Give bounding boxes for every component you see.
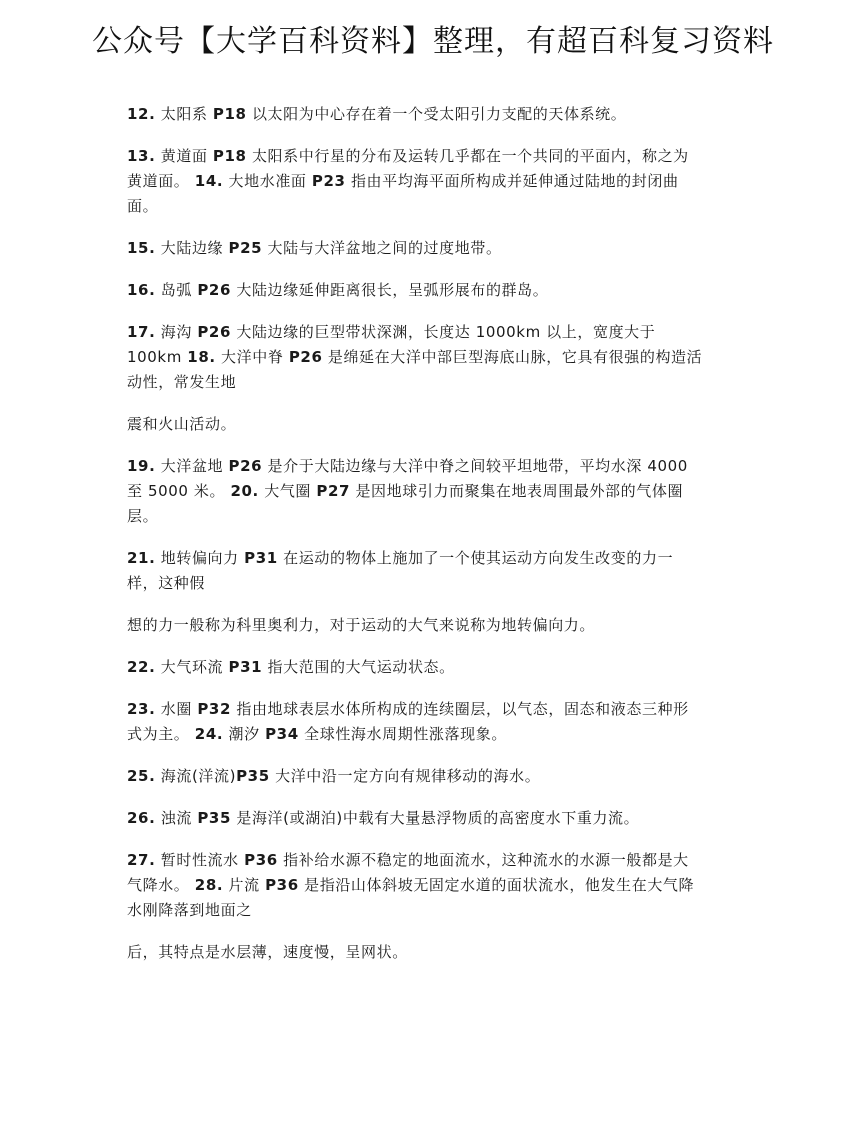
- text-line: [127, 412, 747, 437]
- text-segment: 黄道面。: [127, 172, 195, 190]
- text-segment: 太阳系: [155, 105, 213, 123]
- term-marker: 17.: [127, 323, 156, 341]
- text-segment: 大陆边缘的巨型带状深渊，长度达 1000km 以上，宽度大于: [230, 323, 656, 341]
- text-segment: 片流: [223, 876, 266, 894]
- text-segment: 式为主。: [127, 725, 195, 743]
- text-segment: 震和火山活动。: [127, 415, 237, 433]
- text-segment: 大洋盆地: [155, 457, 229, 475]
- document-body: [127, 102, 747, 982]
- text-line: [127, 370, 747, 395]
- term-marker: 20.: [230, 482, 259, 500]
- term-marker: P18: [212, 147, 247, 165]
- text-line: [127, 848, 747, 873]
- definition-paragraph: [127, 613, 747, 638]
- term-marker: P26: [197, 281, 231, 299]
- text-segment: 全球性海水周期性涨落现象。: [298, 725, 507, 743]
- text-line: [127, 873, 747, 898]
- term-marker: P27: [316, 482, 351, 500]
- definition-paragraph: [127, 102, 747, 127]
- text-segment: 面。: [127, 197, 159, 215]
- text-segment: 气降水。: [127, 876, 195, 894]
- text-segment: 暂时性流水: [155, 851, 245, 869]
- definition-paragraph: [127, 655, 747, 680]
- term-marker: 16.: [127, 281, 156, 299]
- text-line: [127, 504, 747, 529]
- term-marker: P35: [236, 767, 270, 785]
- text-segment: 岛弧: [155, 281, 198, 299]
- text-line: [127, 940, 747, 965]
- text-line: [127, 613, 747, 638]
- text-segment: 大气圈: [258, 482, 317, 500]
- term-marker: 28.: [194, 876, 224, 894]
- text-segment: 是因地球引力而聚集在地表周围最外部的气体圈: [350, 482, 684, 500]
- definition-paragraph: [127, 278, 747, 303]
- text-segment: 大陆与大洋盆地之间的过度地带。: [262, 239, 502, 257]
- term-marker: 12.: [127, 105, 156, 123]
- text-line: [127, 320, 747, 345]
- definition-paragraph: [127, 806, 747, 831]
- term-marker: 26.: [127, 809, 156, 827]
- text-segment: 海沟: [155, 323, 198, 341]
- term-marker: P23: [311, 172, 346, 190]
- text-line: [127, 102, 747, 127]
- text-segment: 指补给水源不稳定的地面流水，这种流水的水源一般都是大: [277, 851, 689, 869]
- text-line: [127, 655, 747, 680]
- term-marker: P26: [197, 323, 231, 341]
- definition-paragraph: [127, 546, 747, 596]
- text-segment: 指由地球表层水体所构成的连续圈层，以气态，固态和液态三种形: [230, 700, 689, 718]
- term-marker: P31: [228, 658, 263, 676]
- text-line: [127, 898, 747, 923]
- text-segment: 指由平均海平面所构成并延伸通过陆地的封闭曲: [345, 172, 679, 190]
- term-marker: 23.: [127, 700, 156, 718]
- text-segment: 是指沿山体斜坡无固定水道的面状流水，他发生在大气降: [298, 876, 695, 894]
- text-segment: 水圈: [155, 700, 198, 718]
- definition-paragraph: [127, 940, 747, 965]
- term-marker: 25.: [127, 767, 156, 785]
- definition-paragraph: [127, 144, 747, 219]
- text-segment: 后，其特点是水层薄，速度慢，呈网状。: [127, 943, 408, 961]
- text-segment: 至 5000 米。: [127, 482, 231, 500]
- text-segment: 太阳系中行星的分布及运转几乎都在一个共同的平面内，称之为: [246, 147, 689, 165]
- term-marker: P25: [228, 239, 263, 257]
- definition-paragraph: [127, 412, 747, 437]
- text-segment: 潮汐: [223, 725, 266, 743]
- term-marker: 22.: [127, 658, 156, 676]
- term-marker: 19.: [127, 457, 156, 475]
- text-line: [127, 236, 747, 261]
- definition-paragraph: [127, 697, 747, 747]
- text-segment: 是海洋(或湖泊)中载有大量悬浮物质的高密度水下重力流。: [230, 809, 640, 827]
- text-line: [127, 764, 747, 789]
- text-segment: 想的力一般称为科里奥利力，对于运动的大气来说称为地转偏向力。: [127, 616, 596, 634]
- term-marker: P35: [197, 809, 231, 827]
- term-marker: P26: [288, 348, 323, 366]
- term-marker: 18.: [187, 348, 216, 366]
- text-segment: 浊流: [155, 809, 198, 827]
- text-segment: 海流(洋流): [155, 767, 237, 785]
- text-line: [127, 479, 747, 504]
- text-line: [127, 194, 747, 219]
- text-segment: 样，这种假: [127, 574, 206, 592]
- text-line: [127, 806, 747, 831]
- text-segment: 地转偏向力: [155, 549, 245, 567]
- text-line: [127, 345, 747, 370]
- text-line: [127, 144, 747, 169]
- text-line: [127, 454, 747, 479]
- term-marker: 27.: [127, 851, 156, 869]
- text-segment: 是介于大陆边缘与大洋中脊之间较平坦地带，平均水深 4000: [262, 457, 688, 475]
- term-marker: P34: [265, 725, 299, 743]
- term-marker: P32: [197, 700, 231, 718]
- definition-paragraph: [127, 454, 747, 529]
- text-line: [127, 571, 747, 596]
- page-header-title: 公众号【大学百科资料】整理，有超百科复习资料: [92, 24, 774, 59]
- text-line: [127, 546, 747, 571]
- term-marker: P36: [265, 876, 299, 894]
- term-marker: 21.: [127, 549, 156, 567]
- text-segment: 大洋中脊: [215, 348, 289, 366]
- text-segment: 是绵延在大洋中部巨型海底山脉，它具有很强的构造活: [322, 348, 703, 366]
- text-line: [127, 169, 747, 194]
- text-segment: 水刚降落到地面之: [127, 901, 252, 919]
- text-segment: 黄道面: [155, 147, 213, 165]
- text-segment: 在运动的物体上施加了一个使其运动方向发生改变的力一: [277, 549, 674, 567]
- text-segment: 100km: [127, 348, 188, 366]
- text-segment: 以太阳为中心存在着一个受太阳引力支配的天体系统。: [246, 105, 627, 123]
- text-line: [127, 278, 747, 303]
- term-marker: P31: [244, 549, 278, 567]
- text-segment: 大洋中沿一定方向有规律移动的海水。: [269, 767, 541, 785]
- text-segment: 大气环流: [155, 658, 229, 676]
- term-marker: 14.: [194, 172, 224, 190]
- text-segment: 大陆边缘延伸距离很长，呈弧形展布的群岛。: [230, 281, 549, 299]
- definition-paragraph: [127, 320, 747, 395]
- term-marker: P36: [244, 851, 278, 869]
- definition-paragraph: [127, 764, 747, 789]
- text-segment: 大陆边缘: [155, 239, 229, 257]
- term-marker: 24.: [194, 725, 224, 743]
- text-segment: 大地水准面: [223, 172, 312, 190]
- term-marker: P18: [212, 105, 247, 123]
- text-segment: 动性，常发生地: [127, 373, 237, 391]
- term-marker: P26: [228, 457, 263, 475]
- text-segment: 层。: [127, 507, 159, 525]
- definition-paragraph: [127, 848, 747, 923]
- text-line: [127, 722, 747, 747]
- text-line: [127, 697, 747, 722]
- term-marker: 13.: [127, 147, 156, 165]
- definition-paragraph: [127, 236, 747, 261]
- term-marker: 15.: [127, 239, 156, 257]
- text-segment: 指大范围的大气运动状态。: [262, 658, 455, 676]
